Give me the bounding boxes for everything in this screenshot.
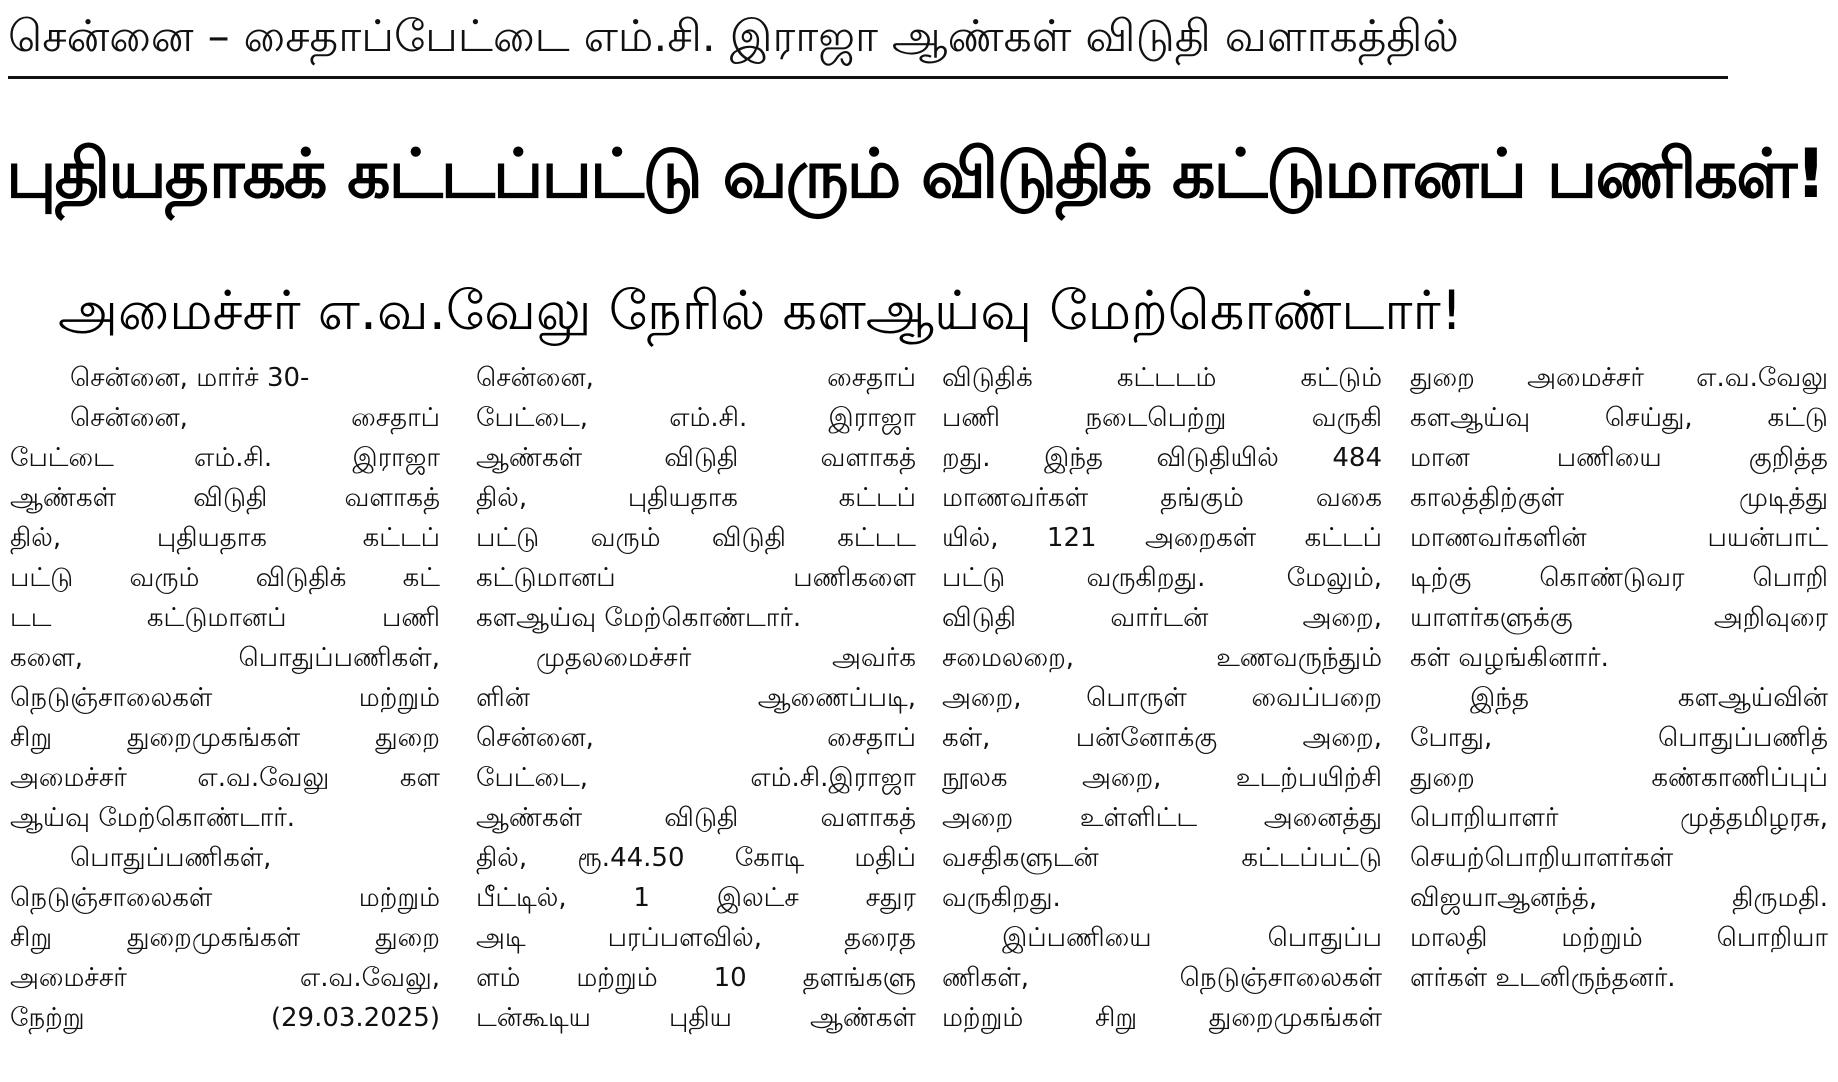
text-line: நேற்று (29.03.2025) [10, 1003, 440, 1033]
text-line: மற்றும் சிறு துறைமுகங்கள் [942, 1003, 1382, 1033]
text-line: ளின் ஆணைப்படி, [476, 683, 916, 713]
text-line: துறை அமைச்சர் எ.வ.வேலு [1410, 363, 1828, 393]
subheadline: அமைச்சர் எ.வ.வேலு நேரில் களஆய்வு மேற்கொண்டார்! [58, 279, 1463, 342]
text-line: பேட்டை, எம்.சி. இராஜா [476, 403, 916, 433]
text-line: நெடுஞ்சாலைகள் மற்றும் [10, 683, 440, 713]
text-line: பேட்டை எம்.சி. இராஜா [10, 443, 440, 473]
text-line: இப்பணியை பொதுப்ப [1002, 923, 1382, 953]
text-line: டட கட்டுமானப் பணி [10, 603, 440, 633]
text-line: காலத்திற்குள் முடித்து [1410, 483, 1828, 513]
text-line: நூலக அறை, உடற்பயிற்சி [942, 763, 1382, 793]
text-line: களஆய்வு மேற்கொண்டார். [476, 603, 802, 633]
text-line: சிறு துறைமுகங்கள் துறை [10, 923, 440, 953]
text-line: டிற்கு கொண்டுவர பொறி [1410, 563, 1828, 593]
text-line: பொறியாளர் முத்தமிழரசு, [1410, 803, 1828, 833]
text-line: சென்னை, சைதாப் [476, 723, 916, 753]
article-body [10, 358, 1830, 1078]
text-line: பொதுப்பணிகள், [70, 843, 272, 873]
text-line: அறை, பொருள் வைப்பறை [942, 683, 1382, 713]
text-line: மாணவர்கள் தங்கும் வகை [942, 483, 1382, 513]
text-line: போது, பொதுப்பணித் [1410, 723, 1828, 753]
text-line: வசதிகளுடன் கட்டப்பட்டு [942, 843, 1382, 873]
text-line: கள், பன்னோக்கு அறை, [942, 723, 1382, 753]
headline: புதியதாகக் கட்டப்பட்டு வரும் விடுதிக் கட்டுமானப் பணிகள்! [6, 135, 1825, 214]
text-line: ணிகள், நெடுஞ்சாலைகள் [942, 963, 1382, 993]
text-line: ஆண்கள் விடுதி வளாகத் [476, 803, 916, 833]
text-line: முதலமைச்சர் அவர்க [536, 643, 916, 673]
text-line: சிறு துறைமுகங்கள் துறை [10, 723, 440, 753]
text-line: அமைச்சர் எ.வ.வேலு, [10, 963, 440, 993]
text-line: ஆய்வு மேற்கொண்டார். [10, 803, 296, 833]
text-line: களை, பொதுப்பணிகள், [10, 643, 440, 673]
text-line: மாணவர்களின் பயன்பாட் [1410, 523, 1828, 553]
article-column-2 [476, 358, 916, 1078]
divider-rule [8, 76, 1728, 79]
text-line: சமைலறை, உணவருந்தும் [942, 643, 1382, 673]
text-line: சென்னை, சைதாப் [476, 363, 916, 393]
text-line: ளர்கள் உடனிருந்தனர். [1410, 963, 1676, 993]
text-line: பட்டு வரும் விடுதிக் கட் [10, 563, 440, 593]
text-line: நெடுஞ்சாலைகள் மற்றும் [10, 883, 440, 913]
article-column-3 [942, 358, 1382, 1078]
text-line: தில், ரூ.44.50 கோடி மதிப் [476, 843, 916, 873]
article-column-4 [1410, 358, 1828, 1078]
text-line: வருகிறது. [942, 883, 1061, 913]
text-line: தில், புதியதாக கட்டப் [476, 483, 916, 513]
text-line: ஆண்கள் விடுதி வளாகத் [10, 483, 440, 513]
text-line: விடுதிக் கட்டடம் கட்டும் [942, 363, 1382, 393]
text-line: இந்த களஆய்வின் [1470, 683, 1828, 713]
text-line: செயற்பொறியாளர்கள் [1410, 843, 1674, 873]
text-line: ளம் மற்றும் 10 தளங்களு [476, 963, 916, 993]
text-line: மாலதி மற்றும் பொறியா [1410, 923, 1828, 953]
text-line: மான பணியை குறித்த [1410, 443, 1828, 473]
text-line: பட்டு வரும் விடுதி கட்டட [476, 523, 916, 553]
article-column-1 [10, 358, 440, 1078]
text-line: யில், 121 அறைகள் கட்டப் [942, 523, 1382, 553]
text-line: அமைச்சர் எ.வ.வேலு கள [10, 763, 440, 793]
text-line: துறை கண்காணிப்புப் [1410, 763, 1828, 793]
text-line: விஜயாஆனந்த், திருமதி. [1410, 883, 1828, 913]
text-line: ஆண்கள் விடுதி வளாகத் [476, 443, 916, 473]
text-line: கட்டுமானப் பணிகளை [476, 563, 916, 593]
text-line: டன்கூடிய புதிய ஆண்கள் [476, 1003, 916, 1033]
text-line: அறை உள்ளிட்ட அனைத்து [942, 803, 1382, 833]
text-line: பட்டு வருகிறது. மேலும், [942, 563, 1382, 593]
text-line: சென்னை, சைதாப் [70, 403, 440, 433]
text-line: யாளர்களுக்கு அறிவுரை [1410, 603, 1828, 633]
kicker-line: சென்னை – சைதாப்பேட்டை எம்.சி. இராஜா ஆண்கள் விடுதி வளாகத்தில் [8, 11, 1459, 62]
text-line: கள் வழங்கினார். [1410, 643, 1609, 673]
text-line: தில், புதியதாக கட்டப் [10, 523, 440, 553]
dateline: சென்னை, மார்ச் 30- [70, 363, 310, 393]
text-line: பேட்டை, எம்.சி.இராஜா [476, 763, 916, 793]
text-line: அடி பரப்பளவில், தரைத [476, 923, 916, 953]
text-line: களஆய்வு செய்து, கட்டு [1410, 403, 1828, 433]
text-line: பணி நடைபெற்று வருகி [942, 403, 1382, 433]
text-line: விடுதி வார்டன் அறை, [942, 603, 1382, 633]
text-line: பீட்டில், 1 இலட்ச சதுர [476, 883, 916, 913]
text-line: றது. இந்த விடுதியில் 484 [942, 443, 1382, 473]
